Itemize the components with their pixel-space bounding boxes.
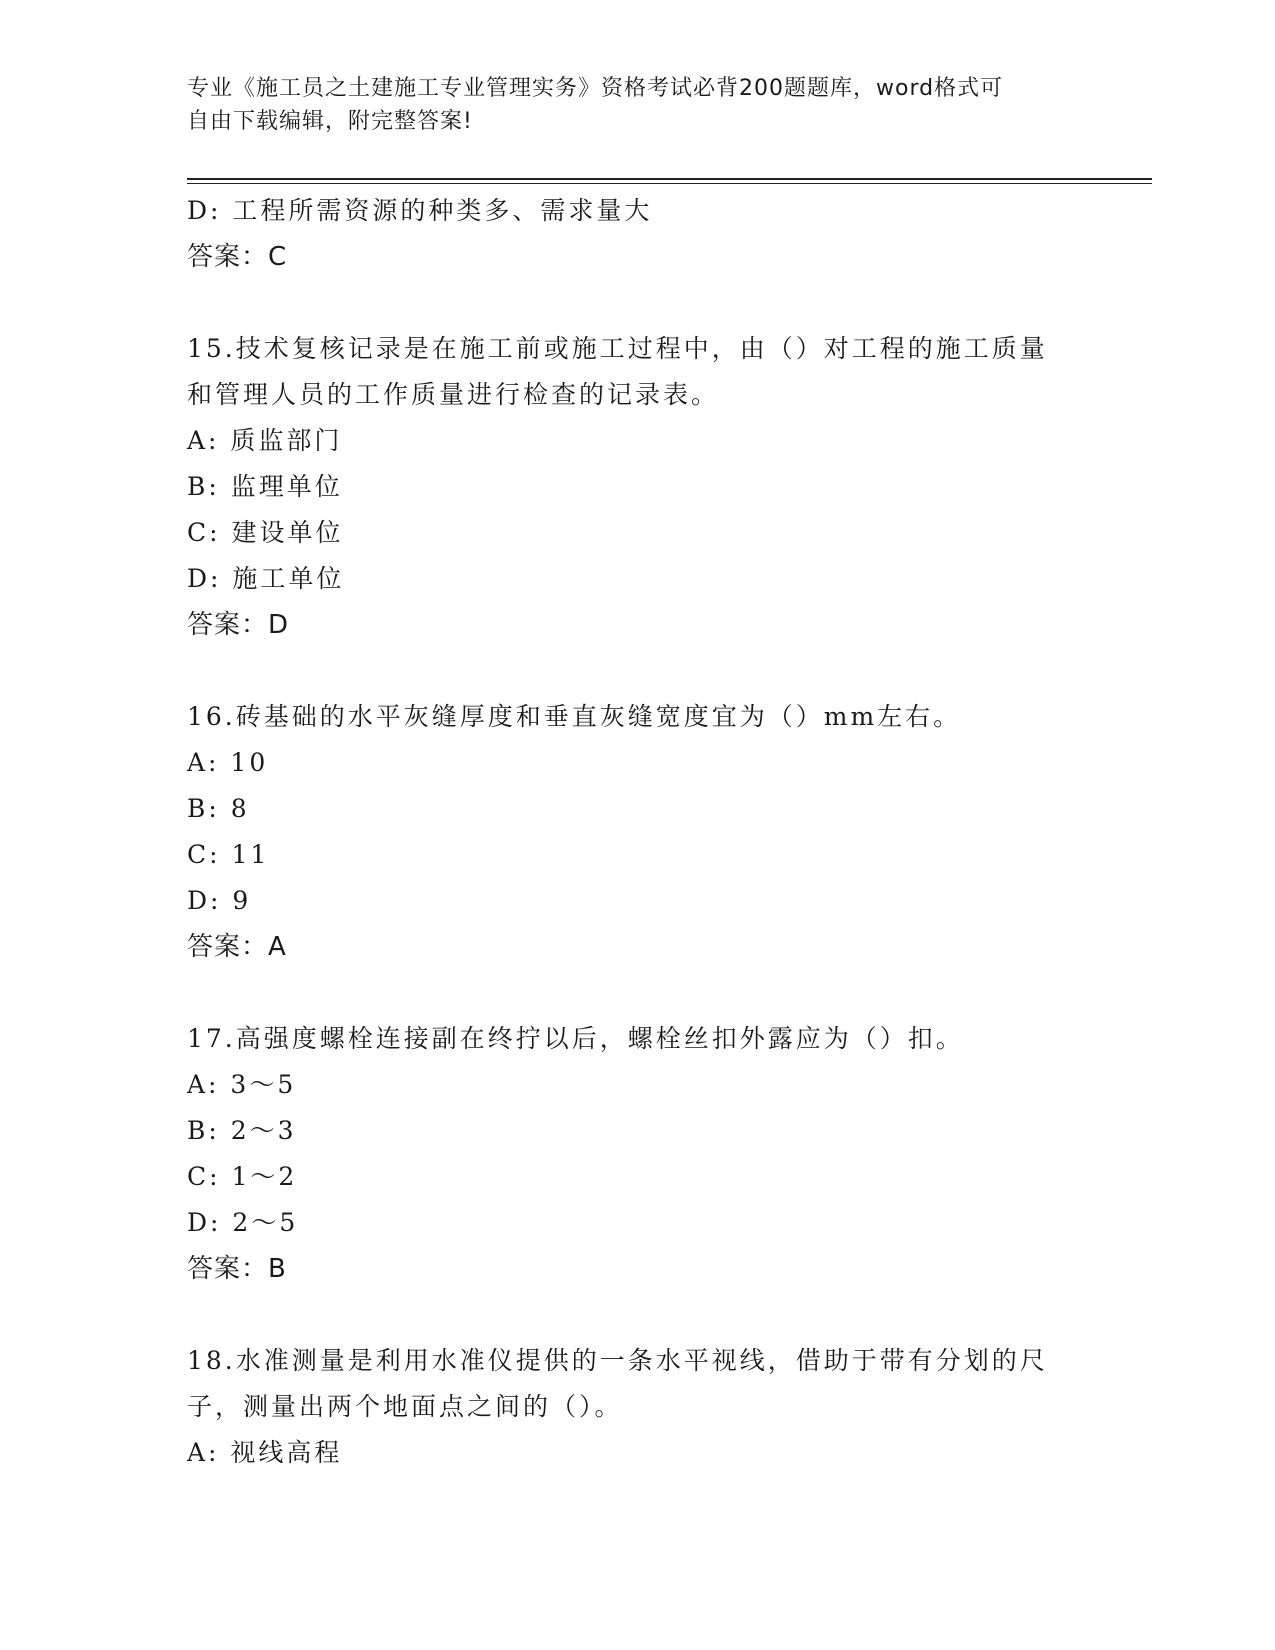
question-16-answer: 答案：A (187, 932, 287, 962)
question-17-option-b: B: 2～3 (187, 1116, 297, 1145)
question-17-stem-line-1: 17.高强度螺栓连接副在终拧以后，螺栓丝扣外露应为（）扣。 (187, 1024, 964, 1053)
question-16 (187, 694, 1147, 970)
question-16-option-d: D: 9 (187, 886, 252, 915)
question-16-stem-line-1: 16.砖基础的水平灰缝厚度和垂直灰缝宽度宜为（）mm左右。 (187, 702, 962, 731)
question-15-option-b: B: 监理单位 (187, 472, 343, 501)
question-17 (187, 1016, 1147, 1292)
header-title-line-2: 自由下载编辑，附完整答案! (187, 109, 473, 134)
question-15-option-d: D: 施工单位 (187, 564, 345, 593)
question-15-option-c: C: 建设单位 (187, 518, 344, 547)
question-15 (187, 326, 1147, 648)
question-17-answer: 答案：B (187, 1254, 287, 1284)
question-16-option-c: C: 11 (187, 840, 270, 869)
prev-answer: 答案：C (187, 242, 288, 272)
header-title-line-1: 专业《施工员之土建施工专业管理实务》资格考试必背200题题库，word格式可 (187, 76, 1004, 101)
header-divider-thick (187, 178, 1152, 180)
prev-option-d: D: 工程所需资源的种类多、需求量大 (187, 196, 653, 225)
question-15-answer: 答案：D (187, 610, 290, 640)
question-17-option-c: C: 1～2 (187, 1162, 298, 1191)
question-17-option-a: A: 3～5 (187, 1070, 297, 1099)
question-16-option-a: A: 10 (187, 748, 269, 777)
question-18-stem-line-1: 18.水准测量是利用水准仪提供的一条水平视线，借助于带有分划的尺 (187, 1346, 1048, 1375)
question-list (187, 188, 1147, 1476)
question-15-stem-line-2: 和管理人员的工作质量进行检查的记录表。 (187, 380, 720, 409)
question-16-option-b: B: 8 (187, 794, 250, 823)
header-divider-thin (187, 183, 1152, 184)
question-17-option-d: D: 2～5 (187, 1208, 299, 1237)
question-15-option-a: A: 质监部门 (187, 426, 343, 455)
question-18-option-a: A: 视线高程 (187, 1438, 343, 1467)
document-header (187, 72, 1087, 138)
question-15-stem-line-1: 15.技术复核记录是在施工前或施工过程中，由（）对工程的施工质量 (187, 334, 1048, 363)
question-18-stem-line-2: 子，测量出两个地面点之间的（）。 (187, 1392, 623, 1421)
question-18 (187, 1338, 1147, 1476)
